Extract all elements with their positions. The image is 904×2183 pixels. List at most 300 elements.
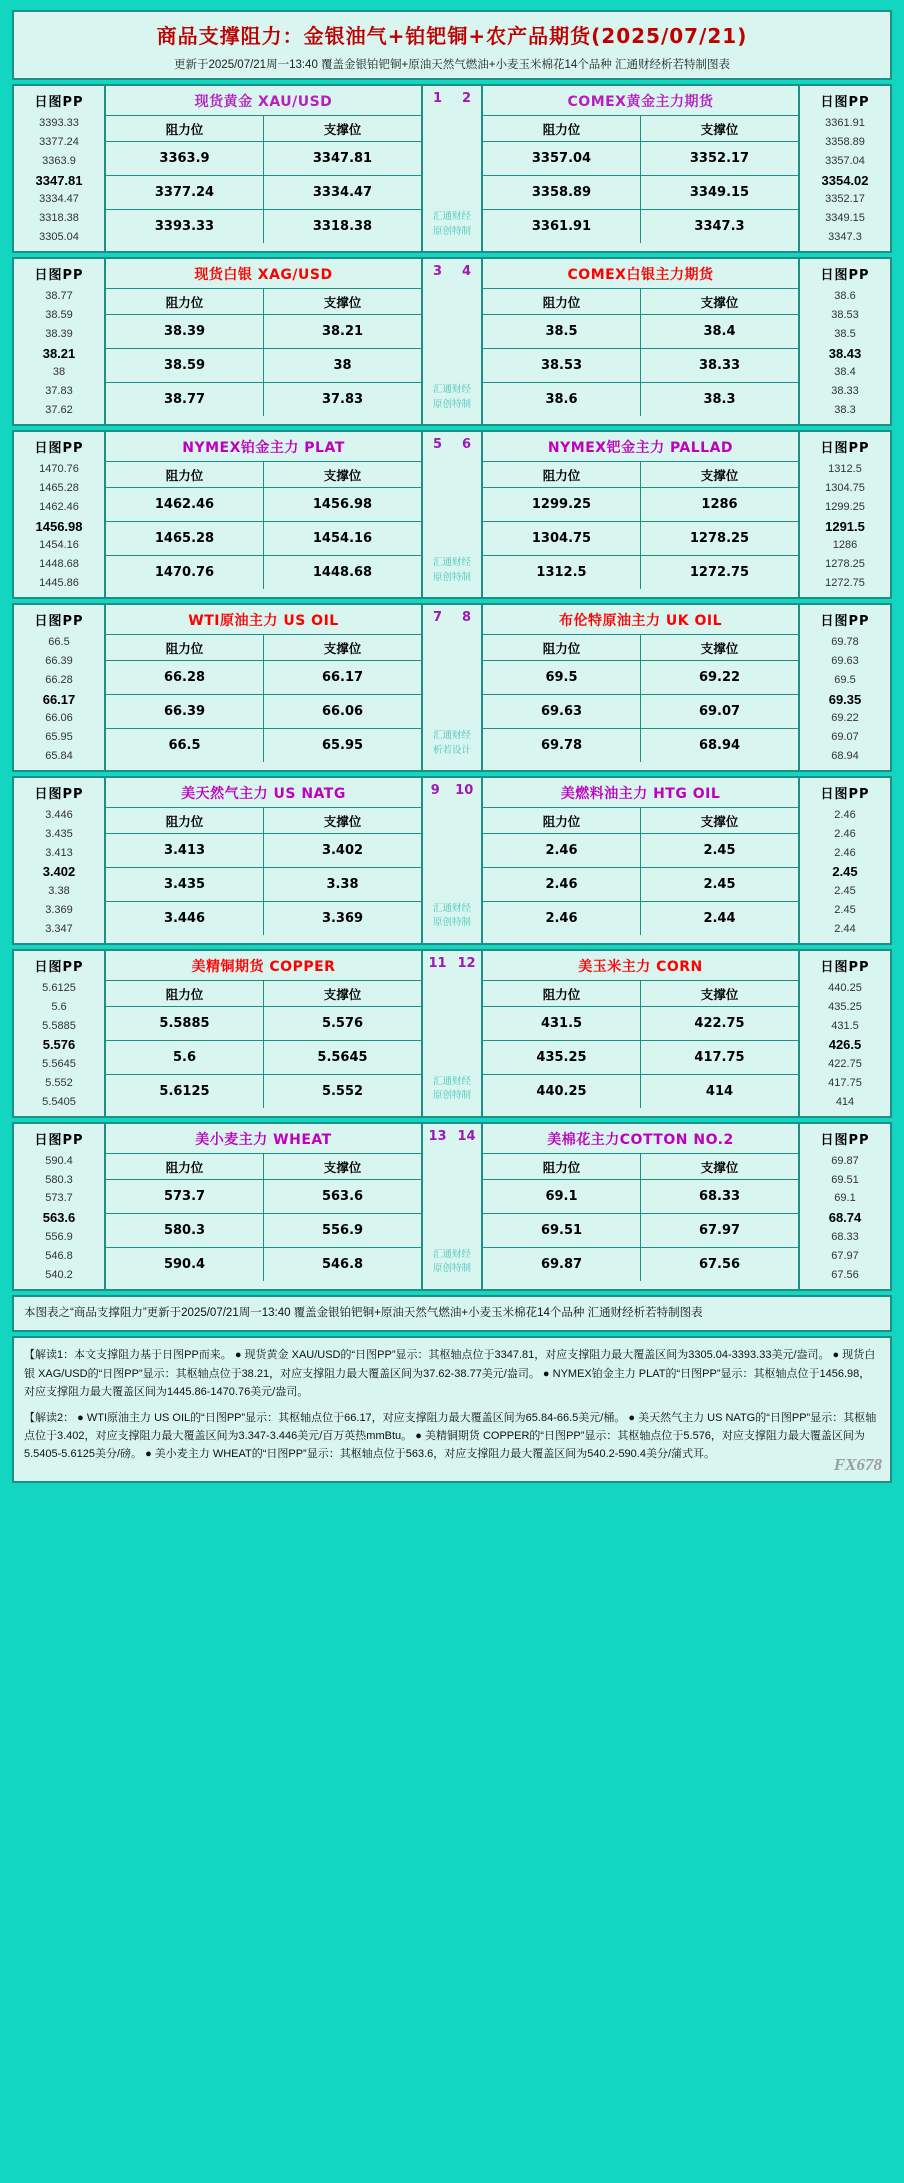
pivot-level: 556.9 bbox=[45, 1230, 73, 1243]
table-row bbox=[483, 522, 798, 556]
resistance-value: 69.5 bbox=[483, 661, 641, 694]
page-title: 商品支撑阻力：金银油气+铂钯铜+农产品期货(2025/07/21) bbox=[156, 24, 748, 48]
pivot-level: 573.7 bbox=[45, 1192, 73, 1205]
support-value: 1286 bbox=[701, 496, 738, 512]
support-value: 38.21 bbox=[321, 323, 364, 339]
support-value: 3347.81 bbox=[312, 151, 373, 166]
instrument-panel bbox=[106, 605, 421, 770]
pivot-level: 431.5 bbox=[831, 1019, 859, 1032]
resistance-value: 3377.24 bbox=[106, 176, 264, 209]
blocks-container bbox=[12, 84, 892, 1291]
pivot-value: 2.45 bbox=[832, 864, 858, 880]
instrument-name: 美玉米主力 CORN bbox=[578, 958, 703, 975]
instrument-panel bbox=[106, 951, 421, 1116]
instrument-panel bbox=[483, 605, 798, 770]
pivot-level: 66.28 bbox=[45, 673, 73, 686]
pivot-point-header: 日图PP bbox=[34, 95, 84, 110]
pivot-level: 3.38 bbox=[48, 884, 70, 897]
instrument-name: 美天然气主力 US NATG bbox=[181, 785, 346, 802]
support-value: 38.3 bbox=[703, 391, 736, 407]
pivot-point-column bbox=[14, 951, 106, 1116]
resistance-value: 69.1 bbox=[483, 1180, 641, 1213]
instrument-pair-block bbox=[12, 776, 892, 945]
pivot-level: 3.413 bbox=[45, 846, 73, 859]
support-header: 支撑位 bbox=[700, 1159, 739, 1175]
support-value: 38 bbox=[333, 357, 352, 373]
pivot-level: 5.5645 bbox=[42, 1057, 76, 1070]
watermark-line: 原创特制 bbox=[432, 571, 471, 583]
pivot-level: 1470.76 bbox=[39, 462, 79, 475]
resistance-value: 38.77 bbox=[106, 383, 264, 416]
support-value: 67.97 bbox=[698, 1222, 741, 1238]
pivot-point-levels bbox=[14, 114, 104, 251]
table-row bbox=[483, 1041, 798, 1075]
resistance-value: 590.4 bbox=[106, 1248, 264, 1281]
support-value: 5.576 bbox=[321, 1015, 364, 1031]
pivot-level: 3347.3 bbox=[828, 231, 862, 244]
watermark-text bbox=[433, 210, 471, 239]
instrument-pair-block bbox=[12, 949, 892, 1118]
table-row bbox=[106, 142, 421, 176]
resistance-header: 阻力位 bbox=[106, 1154, 264, 1179]
resistance-header: 阻力位 bbox=[106, 981, 264, 1006]
pivot-level: 2.45 bbox=[834, 903, 856, 916]
levels-table bbox=[106, 288, 421, 424]
pivot-point-levels bbox=[14, 460, 104, 597]
levels-table bbox=[106, 980, 421, 1116]
pivot-point-levels bbox=[800, 979, 890, 1116]
support-value: 38.4 bbox=[703, 323, 736, 339]
resistance-value: 440.25 bbox=[483, 1075, 641, 1108]
instrument-name: NYMEX铂金主力 PLAT bbox=[182, 439, 345, 456]
pivot-point-column bbox=[798, 259, 890, 424]
support-value: 65.95 bbox=[321, 737, 364, 753]
block-index-numbers bbox=[423, 86, 481, 106]
pivot-point-levels bbox=[14, 287, 104, 424]
support-value: 1454.16 bbox=[312, 530, 373, 546]
instrument-pair-block bbox=[12, 603, 892, 772]
block-index-number: 13 bbox=[428, 1128, 447, 1144]
pivot-point-column bbox=[798, 778, 890, 943]
pivot-level: 1465.28 bbox=[39, 481, 79, 494]
levels-table bbox=[483, 980, 798, 1116]
block-index-column bbox=[421, 778, 483, 943]
watermark-line: 原创特制 bbox=[432, 917, 471, 929]
resistance-header: 阻力位 bbox=[483, 116, 641, 141]
resistance-header: 阻力位 bbox=[483, 981, 641, 1006]
support-value: 414 bbox=[705, 1083, 734, 1099]
levels-table bbox=[483, 461, 798, 597]
support-value: 3352.17 bbox=[689, 151, 750, 166]
table-row bbox=[106, 488, 421, 522]
pivot-level: 3393.33 bbox=[39, 117, 79, 129]
block-index-column bbox=[421, 951, 483, 1116]
pivot-level: 414 bbox=[835, 1095, 855, 1108]
pivot-level: 3.369 bbox=[45, 903, 73, 916]
resistance-value: 3393.33 bbox=[106, 210, 264, 243]
resistance-header: 阻力位 bbox=[106, 116, 264, 141]
resistance-value: 5.5885 bbox=[106, 1007, 264, 1040]
support-header: 支撑位 bbox=[700, 294, 739, 310]
block-index-column bbox=[421, 605, 483, 770]
pivot-point-levels bbox=[800, 806, 890, 943]
table-row bbox=[106, 522, 421, 556]
block-index-number: 10 bbox=[455, 782, 474, 798]
pivot-value: 66.17 bbox=[42, 691, 76, 707]
pivot-point-header: 日图PP bbox=[34, 959, 84, 975]
pivot-value: 69.35 bbox=[828, 691, 862, 707]
support-value: 68.94 bbox=[698, 737, 741, 753]
block-index-column bbox=[421, 432, 483, 597]
support-value: 3334.47 bbox=[312, 185, 373, 200]
pivot-level: 67.56 bbox=[831, 1268, 859, 1281]
resistance-header: 阻力位 bbox=[106, 635, 264, 660]
support-value: 556.9 bbox=[321, 1222, 364, 1238]
pivot-point-header: 日图PP bbox=[820, 95, 870, 110]
watermark-line: 原创特制 bbox=[432, 1263, 471, 1275]
instrument-panel bbox=[483, 778, 798, 943]
pivot-level: 580.3 bbox=[45, 1173, 73, 1186]
instrument-name: 布伦特原油主力 UK OIL bbox=[559, 612, 722, 629]
resistance-header: 阻力位 bbox=[106, 808, 264, 833]
pivot-level: 540.2 bbox=[45, 1268, 73, 1281]
pivot-level: 3352.17 bbox=[825, 193, 865, 206]
pivot-level: 5.552 bbox=[45, 1076, 73, 1089]
table-row bbox=[483, 902, 798, 935]
instrument-panel bbox=[483, 951, 798, 1116]
pivot-point-header: 日图PP bbox=[34, 786, 84, 802]
pivot-level: 3361.91 bbox=[825, 117, 865, 129]
pivot-level: 38.53 bbox=[831, 308, 859, 321]
watermark-text bbox=[433, 902, 471, 931]
support-value: 69.22 bbox=[698, 669, 741, 685]
pivot-level: 69.87 bbox=[831, 1154, 859, 1167]
table-row bbox=[483, 210, 798, 243]
table-row bbox=[106, 661, 421, 695]
resistance-value: 66.5 bbox=[106, 729, 264, 762]
instrument-pair-block bbox=[12, 1122, 892, 1291]
pivot-value: 563.6 bbox=[42, 1210, 76, 1226]
watermark-line: 汇通财经 bbox=[432, 730, 471, 742]
pivot-value: 38.21 bbox=[42, 345, 76, 361]
pivot-level: 2.46 bbox=[834, 846, 856, 859]
footer-note: 本图表之“商品支撑阻力”更新于2025/07/21周一13:40 覆盖金银铂钯铜+原油天然气燃油+小麦玉米棉花14个品种 汇通财经析若特制图表 bbox=[12, 1295, 892, 1333]
pivot-level: 3.347 bbox=[45, 922, 73, 935]
pivot-level: 2.46 bbox=[834, 808, 856, 821]
support-header: 支撑位 bbox=[700, 467, 739, 483]
levels-table bbox=[483, 115, 798, 251]
pivot-point-header: 日图PP bbox=[34, 267, 84, 283]
table-row bbox=[483, 1214, 798, 1248]
resistance-value: 573.7 bbox=[106, 1180, 264, 1213]
levels-table bbox=[483, 288, 798, 424]
pivot-level: 5.5405 bbox=[42, 1095, 76, 1108]
pivot-level: 5.6 bbox=[51, 1000, 67, 1013]
pivot-point-column bbox=[798, 432, 890, 597]
pivot-point-column bbox=[14, 778, 106, 943]
resistance-value: 1470.76 bbox=[106, 556, 264, 589]
resistance-value: 2.46 bbox=[483, 902, 641, 935]
resistance-value: 1304.75 bbox=[483, 522, 641, 555]
levels-table bbox=[106, 115, 421, 251]
pivot-level: 590.4 bbox=[45, 1154, 73, 1167]
resistance-value: 69.78 bbox=[483, 729, 641, 762]
resistance-value: 3.446 bbox=[106, 902, 264, 935]
resistance-value: 38.53 bbox=[483, 349, 641, 382]
block-index-column bbox=[421, 259, 483, 424]
pivot-level: 3363.9 bbox=[42, 154, 76, 167]
watermark-text bbox=[433, 1248, 471, 1277]
watermark-line: 汇通财经 bbox=[432, 1249, 471, 1261]
pivot-level: 440.25 bbox=[828, 981, 862, 994]
page-subtitle: 更新于2025/07/21周一13:40 覆盖金银铂钯铜+原油天然气燃油+小麦玉米棉花14个品种 汇通财经析若特制图表 bbox=[174, 59, 730, 71]
pivot-level: 2.44 bbox=[834, 922, 856, 935]
pivot-value: 3354.02 bbox=[821, 172, 869, 188]
table-row bbox=[106, 1214, 421, 1248]
watermark-text bbox=[433, 729, 471, 758]
resistance-value: 66.39 bbox=[106, 695, 264, 728]
table-row bbox=[106, 1180, 421, 1214]
support-header: 支撑位 bbox=[700, 122, 739, 137]
pivot-level: 37.83 bbox=[45, 385, 73, 398]
pivot-value: 38.43 bbox=[828, 345, 862, 361]
instrument-name: 现货黄金 XAU/USD bbox=[194, 94, 333, 110]
pivot-level: 38.6 bbox=[834, 289, 856, 302]
instrument-name: 现货白银 XAG/USD bbox=[194, 266, 333, 283]
instrument-panel bbox=[106, 1124, 421, 1289]
resistance-value: 69.63 bbox=[483, 695, 641, 728]
table-row bbox=[483, 1180, 798, 1214]
pivot-point-column bbox=[14, 1124, 106, 1289]
pivot-value: 426.5 bbox=[828, 1037, 862, 1053]
pivot-point-column bbox=[14, 86, 106, 251]
watermark-text bbox=[433, 383, 471, 412]
table-row bbox=[483, 729, 798, 762]
support-value: 422.75 bbox=[694, 1015, 745, 1031]
instrument-pair-block bbox=[12, 257, 892, 426]
pivot-point-levels bbox=[14, 979, 104, 1116]
levels-table-header bbox=[483, 981, 798, 1007]
pivot-level: 65.84 bbox=[45, 749, 73, 762]
table-row bbox=[483, 349, 798, 383]
support-value: 2.45 bbox=[703, 876, 736, 892]
pivot-point-levels bbox=[800, 287, 890, 424]
instrument-name: 美燃料油主力 HTG OIL bbox=[560, 785, 721, 802]
pivot-level: 5.6125 bbox=[42, 981, 76, 994]
watermark-line: 析若设计 bbox=[432, 744, 471, 756]
support-value: 68.33 bbox=[698, 1188, 741, 1204]
support-header: 支撑位 bbox=[700, 640, 739, 656]
table-row bbox=[106, 1075, 421, 1108]
table-row bbox=[483, 1248, 798, 1281]
levels-table bbox=[106, 461, 421, 597]
pivot-level: 38 bbox=[52, 366, 66, 379]
pivot-level: 38.33 bbox=[831, 385, 859, 398]
instrument-name: 美棉花主力COTTON NO.2 bbox=[547, 1131, 734, 1148]
table-row bbox=[483, 142, 798, 176]
resistance-value: 3363.9 bbox=[106, 142, 264, 175]
levels-table bbox=[483, 1153, 798, 1289]
table-row bbox=[483, 695, 798, 729]
watermark-line: 汇通财经 bbox=[432, 384, 471, 396]
table-row bbox=[106, 695, 421, 729]
resistance-value: 3361.91 bbox=[483, 210, 641, 243]
instrument-panel bbox=[483, 432, 798, 597]
table-row bbox=[106, 349, 421, 383]
levels-table-header bbox=[106, 808, 421, 834]
resistance-value: 3.413 bbox=[106, 834, 264, 867]
table-row bbox=[483, 834, 798, 868]
support-value: 66.17 bbox=[321, 669, 364, 685]
levels-table-header bbox=[106, 289, 421, 315]
table-row bbox=[483, 868, 798, 902]
instrument-name: WTI原油主力 US OIL bbox=[188, 612, 339, 629]
support-header: 支撑位 bbox=[700, 813, 739, 829]
pivot-level: 1272.75 bbox=[825, 576, 865, 589]
pivot-point-levels bbox=[14, 806, 104, 943]
pivot-level: 3349.15 bbox=[825, 212, 865, 225]
table-row bbox=[483, 1075, 798, 1108]
pivot-level: 3334.47 bbox=[39, 193, 79, 206]
support-value: 1456.98 bbox=[312, 496, 373, 512]
support-value: 5.552 bbox=[321, 1083, 364, 1099]
resistance-value: 38.59 bbox=[106, 349, 264, 382]
pivot-value: 3347.81 bbox=[35, 172, 83, 188]
pivot-point-header: 日图PP bbox=[34, 440, 84, 456]
support-value: 3318.38 bbox=[312, 219, 373, 234]
levels-table-header bbox=[106, 116, 421, 142]
pivot-point-column bbox=[14, 605, 106, 770]
pivot-level: 422.75 bbox=[828, 1057, 862, 1070]
resistance-value: 2.46 bbox=[483, 868, 641, 901]
table-row bbox=[106, 868, 421, 902]
instrument-panel bbox=[106, 86, 421, 251]
block-index-number: 2 bbox=[461, 91, 472, 106]
support-header: 支撑位 bbox=[323, 986, 362, 1002]
pivot-point-levels bbox=[14, 1152, 104, 1289]
block-index-number: 9 bbox=[430, 782, 440, 798]
pivot-point-header: 日图PP bbox=[34, 613, 84, 629]
pivot-point-header: 日图PP bbox=[820, 959, 870, 975]
levels-table-header bbox=[483, 808, 798, 834]
watermark-text bbox=[433, 1075, 471, 1104]
table-row bbox=[106, 1248, 421, 1281]
pivot-level: 66.5 bbox=[48, 635, 70, 648]
pivot-point-levels bbox=[800, 114, 890, 251]
block-index-number: 6 bbox=[461, 436, 472, 452]
table-row bbox=[483, 176, 798, 210]
resistance-value: 1299.25 bbox=[483, 488, 641, 521]
resistance-value: 3.435 bbox=[106, 868, 264, 901]
levels-table-header bbox=[483, 289, 798, 315]
resistance-header: 阻力位 bbox=[106, 289, 264, 314]
support-value: 3347.3 bbox=[694, 219, 745, 234]
support-value: 1272.75 bbox=[689, 564, 750, 580]
support-header: 支撑位 bbox=[323, 294, 362, 310]
pivot-level: 38.77 bbox=[45, 289, 73, 302]
resistance-header: 阻力位 bbox=[106, 462, 264, 487]
instrument-pair-block bbox=[12, 84, 892, 253]
support-value: 2.45 bbox=[703, 842, 736, 858]
pivot-level: 1448.68 bbox=[39, 558, 79, 570]
resistance-header: 阻力位 bbox=[483, 1154, 641, 1179]
levels-table-header bbox=[106, 981, 421, 1007]
pivot-value: 1291.5 bbox=[825, 518, 865, 534]
pivot-level: 38.4 bbox=[834, 366, 856, 379]
support-value: 2.44 bbox=[703, 910, 736, 926]
pivot-point-levels bbox=[800, 633, 890, 770]
watermark-line: 原创特制 bbox=[432, 398, 471, 410]
table-row bbox=[106, 834, 421, 868]
levels-table-header bbox=[483, 635, 798, 661]
resistance-value: 1312.5 bbox=[483, 556, 641, 589]
support-value: 5.5645 bbox=[317, 1049, 368, 1065]
pivot-value: 68.74 bbox=[828, 1210, 862, 1226]
watermark-line: 汇通财经 bbox=[432, 557, 471, 569]
support-value: 69.07 bbox=[698, 703, 741, 719]
table-row bbox=[483, 315, 798, 349]
resistance-value: 38.6 bbox=[483, 383, 641, 416]
pivot-level: 3.435 bbox=[45, 827, 73, 840]
table-row bbox=[483, 488, 798, 522]
levels-table bbox=[106, 1153, 421, 1289]
resistance-value: 69.51 bbox=[483, 1214, 641, 1247]
support-value: 1278.25 bbox=[689, 530, 750, 546]
resistance-header: 阻力位 bbox=[483, 808, 641, 833]
title-header bbox=[12, 10, 892, 80]
support-value: 1448.68 bbox=[312, 564, 373, 580]
instrument-panel bbox=[483, 86, 798, 251]
pivot-level: 69.07 bbox=[831, 730, 859, 743]
pivot-value: 3.402 bbox=[42, 864, 76, 880]
levels-table-header bbox=[483, 462, 798, 488]
pivot-level: 2.46 bbox=[834, 827, 856, 840]
pivot-point-header: 日图PP bbox=[820, 1132, 870, 1148]
pivot-point-column bbox=[14, 432, 106, 597]
pivot-point-header: 日图PP bbox=[34, 1132, 84, 1148]
table-row bbox=[106, 902, 421, 935]
block-index-numbers bbox=[423, 1124, 481, 1144]
resistance-header: 阻力位 bbox=[483, 462, 641, 487]
pivot-level: 1445.86 bbox=[39, 576, 79, 589]
pivot-level: 417.75 bbox=[828, 1076, 862, 1089]
note-2: 【解读2： ● WTI原油主力 US OIL的“日图PP”显示：其枢轴点位于66.17，对应支撑阻力最大覆盖区间为65.84-66.5美元/桶。 ● 美天然气主力 US NATG的“日图PP”显示：其枢轴点位于3.402，对应支撑阻力最大覆盖区间为3.347-3.446美元/百万英热mmBtu。 ● 美精铜期货 COPPER的“日图PP”显示：其枢轴点位于5.576，对应支撑阻力最大覆盖区间为5.5405-5.6125美分/磅。 ● 美小麦主力 WHEAT的“日图PP”显示：其枢轴点位于563.6，对应支撑阻力最大覆盖区间为540.2-590.4美分/蒲式耳。 bbox=[24, 1411, 877, 1461]
support-value: 3349.15 bbox=[689, 185, 750, 200]
pivot-point-column bbox=[14, 259, 106, 424]
watermark-line: 原创特制 bbox=[432, 225, 471, 237]
levels-table-header bbox=[106, 462, 421, 488]
resistance-value: 5.6 bbox=[106, 1041, 264, 1074]
pivot-level: 69.78 bbox=[831, 635, 859, 648]
block-index-number: 3 bbox=[432, 263, 443, 279]
watermark-line: 汇通财经 bbox=[432, 1076, 471, 1088]
pivot-level: 66.06 bbox=[45, 712, 73, 725]
support-value: 38.33 bbox=[698, 357, 741, 373]
support-value: 563.6 bbox=[321, 1188, 364, 1204]
pivot-level: 2.45 bbox=[834, 884, 856, 897]
levels-table bbox=[106, 634, 421, 770]
table-row bbox=[106, 315, 421, 349]
pivot-level: 3305.04 bbox=[39, 231, 79, 244]
block-index-number: 8 bbox=[461, 609, 472, 625]
table-row bbox=[106, 210, 421, 243]
support-value: 3.402 bbox=[321, 842, 364, 858]
pivot-level: 3318.38 bbox=[39, 212, 79, 225]
table-row bbox=[483, 661, 798, 695]
instrument-name: NYMEX钯金主力 PALLAD bbox=[547, 439, 734, 456]
pivot-level: 1312.5 bbox=[828, 462, 862, 475]
pivot-level: 3357.04 bbox=[825, 154, 865, 167]
